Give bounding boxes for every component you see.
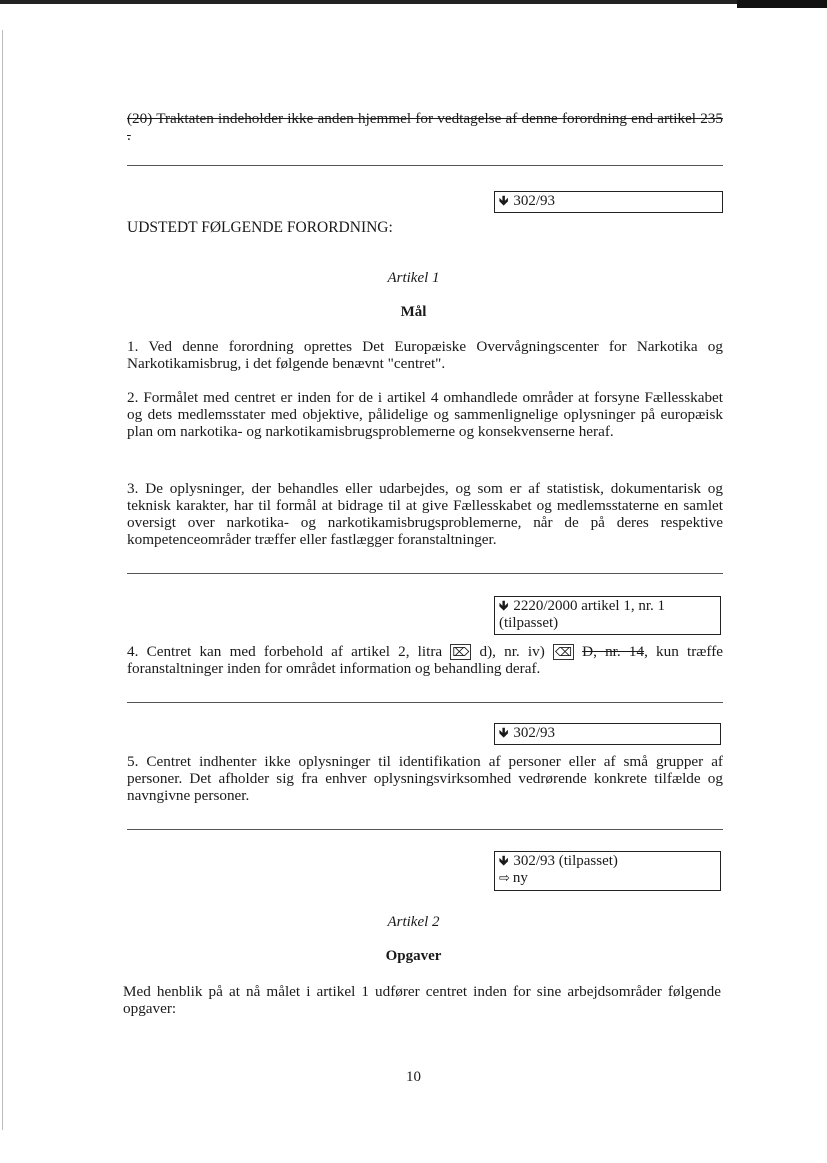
reference-label: 302/93 [513,725,556,741]
article-1-paragraph-4-line-1 [127,643,723,661]
article-1-paragraph-4-line-2: foranstaltninger inden for området information og behandling deraf. [127,660,541,677]
reference-box-302-93 [494,723,721,745]
down-arrow-icon: 🡻 [499,599,509,614]
divider [127,702,723,703]
article-2-title: Artikel 2 [387,914,440,930]
article-1-paragraph-5: 5. Centret indhenter ikke oplysninger til identifikation af personer eller af små grupper af personer. Det afholder sig fra enhver oplysningsvirksomhed vedrørende konkrete tilfælde og navngivne personer. [127,753,723,804]
down-arrow-icon: 🡻 [499,726,509,741]
reference-box-302-93 [494,191,723,213]
deleted-text: D, nr. 14 [582,643,645,660]
paragraph-text: , kun træffe [644,643,724,660]
udstedt-heading: UDSTEDT FØLGENDE FORORDNING: [127,219,393,236]
recital-20-deleted: (20) Traktaten indeholder ikke anden hjemmel for vedtagelse af denne forordning end artikel 235 . [127,110,723,144]
article-1-paragraph-1: 1. Ved denne forordning oprettes Det Europæiske Overvågningscenter for Narkotika og Narkotikamisbrug, i det følgende benævnt "centret". [127,338,723,372]
scan-edge-top [0,0,827,4]
article-2-paragraph-1: Med henblik på at nå målet i artikel 1 udfører centret inden for sine arbejdsområder følgende opgaver: [123,983,721,1017]
down-arrow-icon: 🡻 [499,194,509,209]
article-1-subtitle: Mål [400,304,427,320]
page-number: 10 [406,1069,421,1085]
reference-note: (tilpasset) [499,615,559,631]
reference-box-302-93-tilpasset [494,851,721,891]
scan-edge-corner [737,0,827,8]
insert-start-icon: ⌦ [452,645,470,659]
divider [127,829,723,830]
article-1-paragraph-3: 3. De oplysninger, der behandles eller udarbejdes, og som er af statistisk, dokumentarisk og teknisk karakter, har til formål at bidrage til at give Fællesskabet og medlemsstaterne en samlet oversigt over narkotika- og narkotikamisbrugsproblemerne, når de på deres respektive kompetenceområder træffer eller fastlægger foranstaltninger. [127,480,723,548]
reference-label: 302/93 (tilpasset) [513,853,618,869]
article-1-title: Artikel 1 [387,270,440,286]
reference-box-2220-2000 [494,596,721,635]
divider [127,573,723,574]
paragraph-text: 4. Centret kan med forbehold af artikel 2, litra [127,643,443,660]
reference-label: 2220/2000 artikel 1, nr. 1 [513,598,665,614]
scan-edge-left [2,30,3,1130]
reference-new-label: ny [512,870,528,886]
divider [127,165,723,166]
paragraph-text: d), nr. iv) [479,643,545,660]
delete-start-icon: ⌫ [554,645,572,659]
article-2-subtitle: Opgaver [385,948,442,964]
reference-label: 302/93 [513,193,556,209]
article-1-paragraph-2: 2. Formålet med centret er inden for de i artikel 4 omhandlede områder at forsyne Fællesskabet og dets medlemsstater med objektive, pålidelige og sammenlignelige oplysninger på europæisk plan om narkotika- og narkotikamisbrugsproblemerne og konsekvenserne heraf. [127,389,723,440]
down-arrow-icon: 🡻 [499,854,509,869]
right-arrow-icon: ⇨ [499,871,510,886]
